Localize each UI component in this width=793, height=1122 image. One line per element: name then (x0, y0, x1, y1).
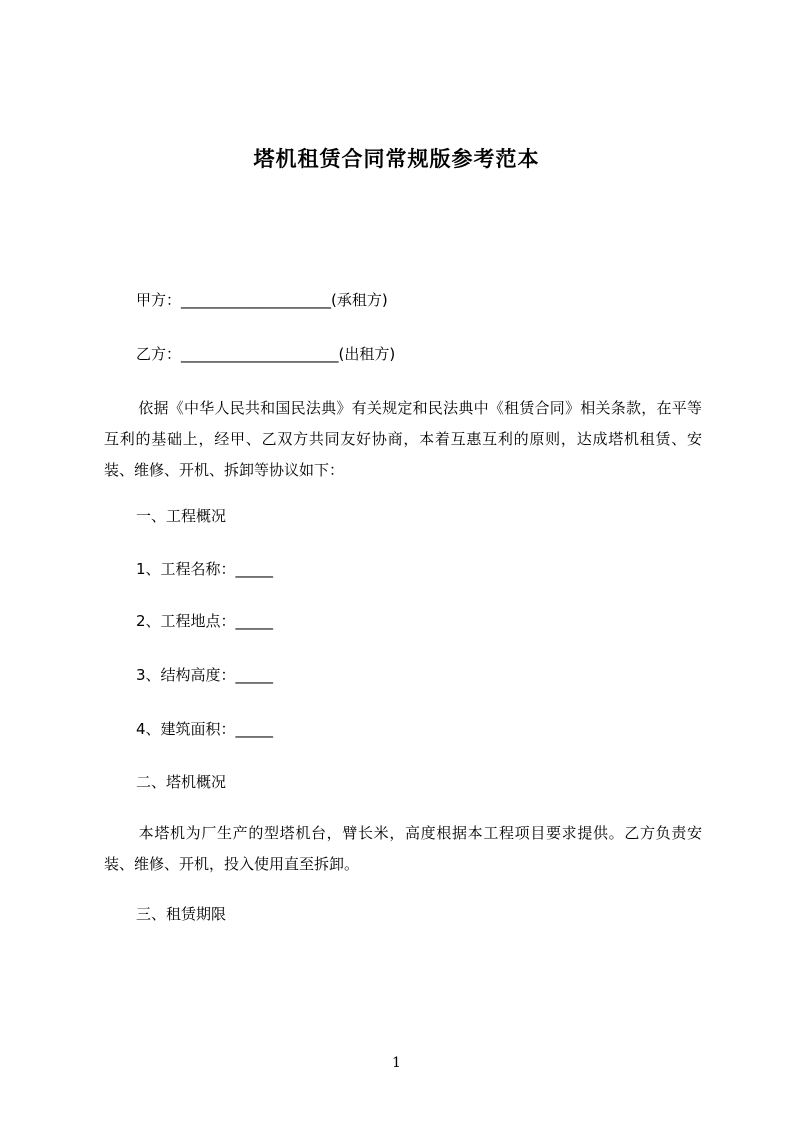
section-heading-project: 一、工程概况 (136, 507, 227, 525)
crane-text: 本塔机为厂生产的型塔机台，臂长米，高度根据本工程项目要求提供。乙方负责安装、维修、开机，投入使用直至拆卸。 (104, 824, 702, 873)
project-name-item: 1、工程名称：_____ (136, 560, 274, 578)
intro-paragraph (104, 393, 702, 486)
structure-height-item: 3、结构高度：_____ (136, 666, 274, 684)
party-a-line: 甲方：____________________(承租方) (136, 291, 388, 309)
section-heading-lease-term: 三、租赁期限 (136, 905, 227, 923)
party-b-line: 乙方：_____________________(出租方) (136, 345, 396, 363)
crane-paragraph (104, 818, 702, 880)
intro-text: 依据《中华人民共和国民法典》有关规定和民法典中《租赁合同》相关条款，在平等互利的基础上，经甲、乙双方共同友好协商，本着互惠互利的原则，达成塔机租赁、安装、维修、开机、拆卸等协议如下： (104, 399, 702, 479)
document-title: 塔机租赁合同常规版参考范本 (253, 147, 540, 171)
project-location-item: 2、工程地点：_____ (136, 612, 274, 630)
building-area-item: 4、建筑面积：_____ (136, 720, 274, 738)
section-heading-crane: 二、塔机概况 (136, 773, 227, 791)
page-number: 1 (392, 1055, 401, 1071)
